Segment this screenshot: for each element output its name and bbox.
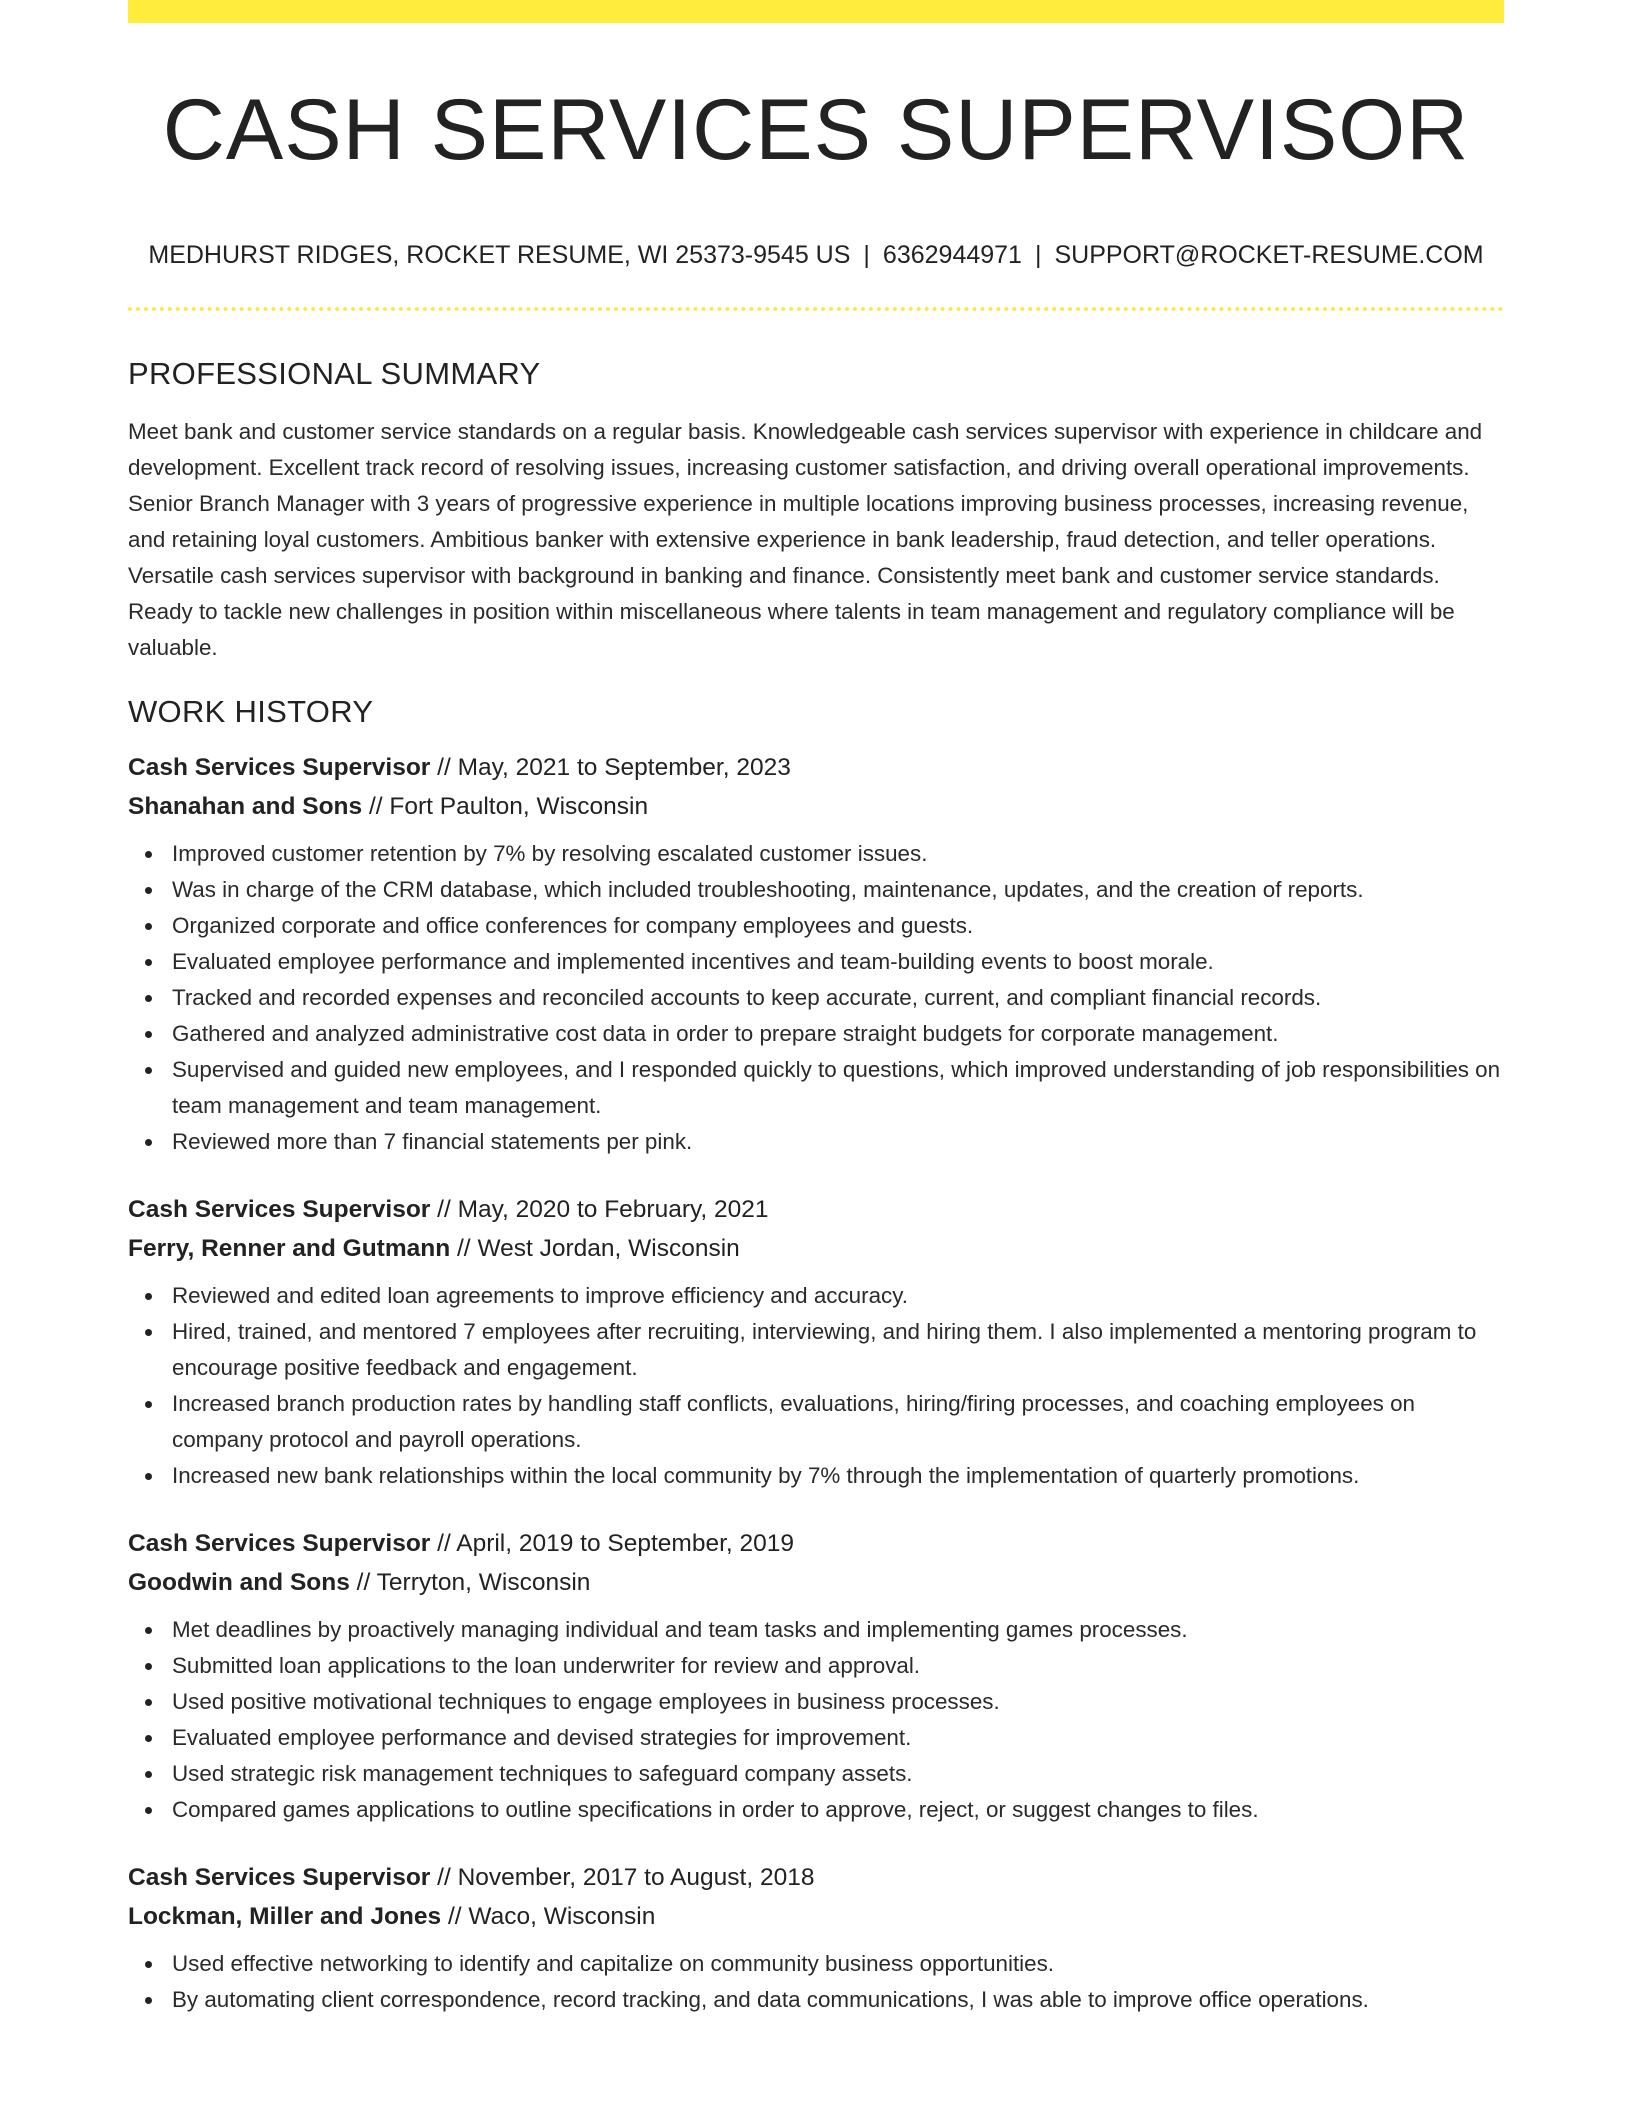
- work-history-section: [128, 692, 1504, 2018]
- job-company-line: [128, 1897, 1504, 1936]
- job-title-line: [128, 748, 1504, 787]
- job-location: Terryton, Wisconsin: [376, 1569, 591, 1596]
- contact-separator: |: [863, 241, 870, 269]
- job-bullet: Evaluated employee performance and implemented incentives and team-building events to boost morale.: [172, 944, 1504, 980]
- job-company: Lockman, Miller and Jones: [128, 1903, 442, 1930]
- resume-title: CASH SERVICES SUPERVISOR: [162, 82, 1470, 178]
- job-location: Waco, Wisconsin: [468, 1903, 656, 1930]
- job-dates: May, 2021 to September, 2023: [457, 754, 791, 781]
- contact-phone: 6362944971: [882, 241, 1022, 269]
- job-bullet: Improved customer retention by 7% by resolving escalated customer issues.: [172, 836, 1504, 872]
- job-bullet: Increased new bank relationships within the local community by 7% through the implementation of quarterly promotions.: [172, 1458, 1504, 1494]
- job-entry: [128, 1858, 1504, 2018]
- job-bullet: Reviewed and edited loan agreements to improve efficiency and accuracy.: [172, 1278, 1504, 1314]
- job-bullet: Used effective networking to identify and capitalize on community business opportunities.: [172, 1946, 1504, 1982]
- job-bullet: Supervised and guided new employees, and I responded quickly to questions, which improved understanding of job responsibilities on team management and team management.: [172, 1052, 1504, 1124]
- job-bullet: Used strategic risk management techniques to safeguard company assets.: [172, 1756, 1504, 1792]
- job-title: Cash Services Supervisor: [128, 1864, 431, 1891]
- job-bullet-list: [128, 1612, 1504, 1828]
- job-bullet: By automating client correspondence, record tracking, and data communications, I was able to improve office operations.: [172, 1982, 1504, 2018]
- contact-address: MEDHURST RIDGES, ROCKET RESUME, WI 25373-9545 US: [148, 241, 851, 269]
- job-location: Fort Paulton, Wisconsin: [389, 793, 649, 820]
- job-bullet: Gathered and analyzed administrative cost data in order to prepare straight budgets for corporate management.: [172, 1016, 1504, 1052]
- resume-content: [128, 354, 1504, 2018]
- job-bullet: Submitted loan applications to the loan underwriter for review and approval.: [172, 1648, 1504, 1684]
- job-bullet: Increased branch production rates by handling staff conflicts, evaluations, hiring/firing processes, and coaching employees on company protocol and payroll operations.: [172, 1386, 1504, 1458]
- accent-top-bar: [128, 0, 1504, 23]
- job-title: Cash Services Supervisor: [128, 1196, 431, 1223]
- job-bullet: Organized corporate and office conferences for company employees and guests.: [172, 908, 1504, 944]
- job-title-line: [128, 1524, 1504, 1563]
- work-history-heading: WORK HISTORY: [128, 694, 374, 729]
- job-company-line: [128, 1563, 1504, 1602]
- job-bullet-list: [128, 1946, 1504, 2018]
- job-dates: April, 2019 to September, 2019: [456, 1530, 795, 1557]
- job-entry: [128, 1190, 1504, 1494]
- job-title: Cash Services Supervisor: [128, 754, 431, 781]
- job-bullet: Evaluated employee performance and devised strategies for improvement.: [172, 1720, 1504, 1756]
- job-company: Ferry, Renner and Gutmann: [128, 1235, 451, 1262]
- job-bullet: Reviewed more than 7 financial statements per pink.: [172, 1124, 1504, 1160]
- divider: //: [368, 793, 383, 820]
- job-bullet-list: [128, 836, 1504, 1160]
- job-bullet: Was in charge of the CRM database, which included troubleshooting, maintenance, updates, and the creation of reports.: [172, 872, 1504, 908]
- job-company: Goodwin and Sons: [128, 1569, 350, 1596]
- divider: //: [437, 1864, 451, 1891]
- summary-heading: PROFESSIONAL SUMMARY: [128, 356, 541, 391]
- job-bullet: Used positive motivational techniques to engage employees in business processes.: [172, 1684, 1504, 1720]
- job-title: Cash Services Supervisor: [128, 1530, 431, 1557]
- divider: //: [457, 1235, 471, 1262]
- divider: //: [437, 1196, 451, 1223]
- job-title-line: [128, 1190, 1504, 1229]
- job-title-line: [128, 1858, 1504, 1897]
- job-entry: [128, 1524, 1504, 1828]
- job-dates: May, 2020 to February, 2021: [457, 1196, 769, 1223]
- contact-line: [128, 238, 1504, 272]
- job-bullet: Met deadlines by proactively managing individual and team tasks and implementing games processes.: [172, 1612, 1504, 1648]
- divider: //: [437, 754, 451, 781]
- job-entry: [128, 748, 1504, 1160]
- job-company-line: [128, 1229, 1504, 1268]
- divider: //: [356, 1569, 371, 1596]
- job-bullet: Compared games applications to outline specifications in order to approve, reject, or suggest changes to files.: [172, 1792, 1504, 1828]
- divider: //: [437, 1530, 451, 1557]
- header-divider: [128, 307, 1504, 311]
- contact-email[interactable]: SUPPORT@ROCKET-RESUME.COM: [1054, 241, 1484, 269]
- professional-summary-section: [128, 354, 1504, 666]
- contact-separator: |: [1034, 241, 1042, 269]
- summary-text: Meet bank and customer service standards on a regular basis. Knowledgeable cash services supervisor with experience in childcare and development. Excellent track record of resolving issues, increasing customer satisfaction, and driving overall operational improvements. Senior Branch Manager with 3 years of progressive experience in multiple locations improving business processes, increasing revenue, and retaining loyal customers. Ambitious banker with extensive experience in bank leadership, fraud detection, and teller operations. Versatile cash services supervisor with background in banking and finance. Consistently meet bank and customer service standards. Ready to tackle new challenges in position within miscellaneous where talents in team management and regulatory compliance will be valuable.: [128, 419, 1483, 660]
- job-dates: November, 2017 to August, 2018: [457, 1864, 815, 1891]
- divider: //: [447, 1903, 462, 1930]
- job-bullet: Tracked and recorded expenses and reconciled accounts to keep accurate, current, and compliant financial records.: [172, 980, 1504, 1016]
- job-location: West Jordan, Wisconsin: [477, 1235, 740, 1262]
- job-list: [128, 748, 1504, 2018]
- job-company-line: [128, 787, 1504, 826]
- job-bullet-list: [128, 1278, 1504, 1494]
- job-bullet: Hired, trained, and mentored 7 employees after recruiting, interviewing, and hiring them. I also implemented a mentoring program to encourage positive feedback and engagement.: [172, 1314, 1504, 1386]
- job-company: Shanahan and Sons: [128, 793, 363, 820]
